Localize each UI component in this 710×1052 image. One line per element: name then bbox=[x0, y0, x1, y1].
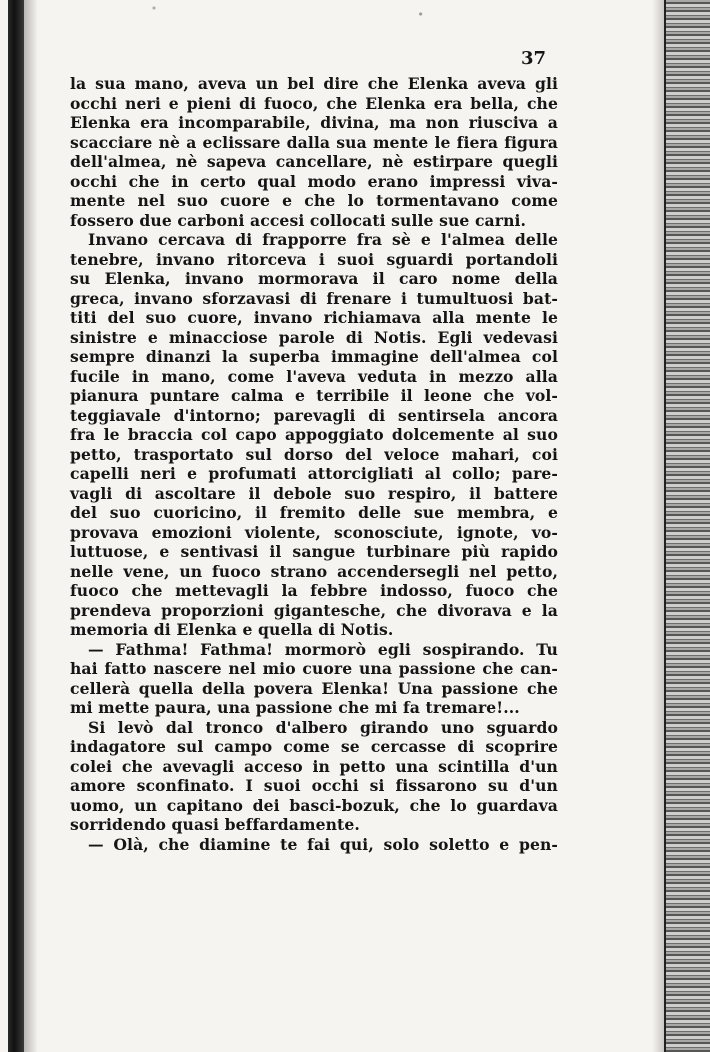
text-line: Invano cercava di frapporre fra sè e l'almea delle bbox=[88, 230, 558, 249]
text-line: su Elenka, invano mormorava il caro nome della bbox=[70, 269, 558, 288]
paper-specks bbox=[30, 0, 650, 20]
text-line: tenebre, invano ritorceva i suoi sguardi portandoli bbox=[70, 249, 558, 269]
text-line: memoria di Elenka e quella di Notis. bbox=[70, 620, 394, 639]
text-line: luttuose, e sentivasi il sangue turbinare più rapido bbox=[70, 542, 558, 561]
text-line: nelle vene, un fuoco strano accendersegli nel petto, bbox=[70, 561, 558, 581]
text-line: colei che avevagli acceso in petto una scintilla d'un bbox=[70, 756, 558, 776]
text-line: dell'almea, nè sapeva cancellare, nè estirpare quegli bbox=[70, 152, 558, 171]
text-line: sinistre e minacciose parole di Notis. Egli vedevasi bbox=[70, 327, 558, 347]
text-line: cellerà quella della povera Elenka! Una passione che bbox=[70, 678, 558, 698]
text-line: mi mette paura, una passione che mi fa tremare!... bbox=[70, 698, 520, 717]
text-line: teggiavale d'intorno; parevagli di sentirsela ancora bbox=[70, 405, 558, 425]
gutter-shade bbox=[24, 0, 38, 1052]
text-line: greca, invano sforzavasi di frenare i tumultuosi bat- bbox=[70, 288, 558, 308]
text-line: titi del suo cuore, invano richiamava alla mente le bbox=[70, 308, 558, 327]
text-line: Si levò dal tronco d'albero girando uno sguardo bbox=[88, 717, 558, 737]
page-number: 37 bbox=[520, 48, 546, 69]
text-line: fossero due carboni accesi collocati sulle sue carni. bbox=[70, 210, 527, 230]
text-line: del suo cuoricino, il fremito delle sue membra, e bbox=[70, 503, 558, 522]
text-line: scacciare nè a eclissare dalla sua mente le fiera figura bbox=[70, 132, 558, 152]
text-line: capelli neri e profumati attorcigliati al collo; pare- bbox=[70, 464, 558, 483]
text-line: uomo, un capitano dei basci-bozuk, che lo guardava bbox=[70, 795, 558, 815]
text-line: pianura puntare calma e terribile il leone che vol- bbox=[70, 386, 558, 405]
text-line: sorridendo quasi beffardamente. bbox=[70, 815, 360, 834]
text-line: sempre dinanzi la superba immagine dell'almea col bbox=[70, 347, 558, 366]
text-line: vagli di ascoltare il debole suo respiro, il battere bbox=[70, 483, 558, 503]
text-line: occhi che in certo qual modo erano impressi viva- bbox=[70, 171, 558, 191]
text-line: mente nel suo cuore e che lo tormentavano come bbox=[70, 191, 558, 210]
text-line: fra le braccia col capo appoggiato dolcemente al suo bbox=[70, 425, 558, 444]
text-line: amore sconfinato. I suoi occhi si fissarono su d'un bbox=[70, 776, 558, 795]
text-line: petto, trasportato sul dorso del veloce mahari, coi bbox=[70, 444, 558, 464]
text-line: indagatore sul campo come se cercasse di scoprire bbox=[70, 737, 558, 756]
edge-shade bbox=[652, 0, 664, 1052]
text-line: hai fatto nascere nel mio cuore una passione che can- bbox=[70, 659, 558, 678]
text-line: — Fathma! Fathma! mormorò egli sospirando. Tu bbox=[88, 639, 558, 659]
page-stack-edge bbox=[666, 0, 710, 1052]
body-text bbox=[70, 74, 558, 854]
text-line: la sua mano, aveva un bel dire che Elenka aveva gli bbox=[70, 74, 558, 93]
text-line: provava emozioni violente, sconosciute, ignote, vo- bbox=[70, 522, 558, 542]
text-line: Elenka era incomparabile, divina, ma non riusciva a bbox=[70, 113, 558, 132]
text-line: fucile in mano, come l'aveva veduta in mezzo alla bbox=[70, 366, 558, 386]
text-line: — Olà, che diamine te fai qui, solo soletto e pen- bbox=[88, 834, 558, 854]
text-line: prendeva proporzioni gigantesche, che divorava e la bbox=[70, 600, 558, 620]
text-line: occhi neri e pieni di fuoco, che Elenka era bella, che bbox=[70, 93, 558, 113]
book-spine-shadow bbox=[8, 0, 24, 1052]
text-line: fuoco che mettevagli la febbre indosso, fuoco che bbox=[70, 581, 558, 600]
